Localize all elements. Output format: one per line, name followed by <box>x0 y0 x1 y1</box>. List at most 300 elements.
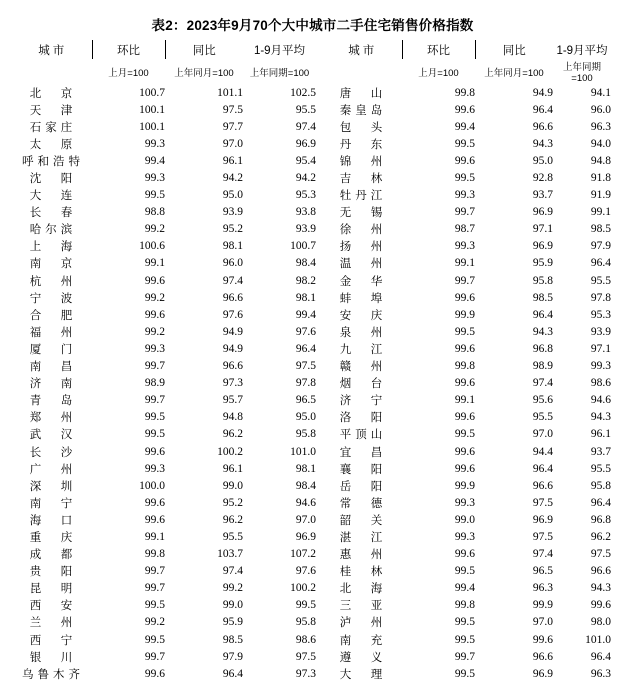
column-spacer <box>316 597 324 614</box>
column-spacer <box>316 187 324 204</box>
header-spacer <box>316 40 324 59</box>
city-name: 南 京 <box>29 258 77 271</box>
column-spacer <box>316 528 324 545</box>
column-spacer <box>316 255 324 272</box>
city-name: 扬 州 <box>339 241 387 254</box>
table-row <box>14 631 611 648</box>
value-avg: 96.9 <box>295 137 316 150</box>
value-avg: 96.8 <box>590 513 611 526</box>
header-hb-sub-right: 上月=100 <box>418 67 459 79</box>
value-avg: 98.4 <box>295 257 316 270</box>
table-row <box>14 187 611 204</box>
value-mom: 99.4 <box>144 154 165 167</box>
table-row <box>14 426 611 443</box>
value-mom: 99.5 <box>454 616 475 629</box>
column-spacer <box>316 152 324 169</box>
value-yoy: 95.9 <box>532 257 553 270</box>
value-yoy: 96.6 <box>532 120 553 133</box>
city-name: 平顶山 <box>339 429 387 442</box>
city-name: 兰 州 <box>29 617 77 630</box>
city-name: 贵 阳 <box>29 566 77 579</box>
value-mom: 98.9 <box>144 377 165 390</box>
header-row-secondary <box>14 59 611 84</box>
value-yoy: 97.4 <box>532 548 553 561</box>
column-spacer <box>316 614 324 631</box>
table-row <box>14 358 611 375</box>
value-yoy: 96.9 <box>532 513 553 526</box>
city-name: 无 锡 <box>339 207 387 220</box>
value-mom: 99.3 <box>144 137 165 150</box>
value-mom: 99.6 <box>144 513 165 526</box>
header-tb-sub-right: 上年同月=100 <box>484 67 544 79</box>
value-yoy: 96.6 <box>532 479 553 492</box>
value-avg: 93.9 <box>590 325 611 338</box>
city-name: 秦皇岛 <box>339 104 387 117</box>
value-avg: 96.6 <box>590 565 611 578</box>
value-yoy: 95.6 <box>532 394 553 407</box>
city-name: 烟 台 <box>339 378 387 391</box>
value-mom: 99.5 <box>454 325 475 338</box>
value-avg: 93.7 <box>590 445 611 458</box>
value-yoy: 94.2 <box>222 172 243 185</box>
value-yoy: 96.3 <box>532 582 553 595</box>
value-mom: 99.3 <box>454 530 475 543</box>
value-yoy: 97.7 <box>222 120 243 133</box>
city-name: 包 头 <box>339 121 387 134</box>
value-avg: 93.9 <box>295 223 316 236</box>
column-spacer <box>316 323 324 340</box>
value-yoy: 99.2 <box>222 582 243 595</box>
value-yoy: 95.7 <box>222 394 243 407</box>
city-name: 成 都 <box>29 549 77 562</box>
city-name: 合 肥 <box>29 309 77 322</box>
value-mom: 99.6 <box>454 342 475 355</box>
value-yoy: 97.5 <box>532 496 553 509</box>
city-name: 唐 山 <box>339 87 387 100</box>
city-name: 天 津 <box>29 104 77 117</box>
value-yoy: 94.3 <box>532 137 553 150</box>
header-avg-right: 1-9月平均 <box>556 44 608 57</box>
value-avg: 95.5 <box>590 462 611 475</box>
column-spacer <box>316 580 324 597</box>
value-yoy: 97.0 <box>532 428 553 441</box>
table-row <box>14 614 611 631</box>
table-row <box>14 221 611 238</box>
value-yoy: 95.9 <box>222 616 243 629</box>
value-mom: 99.5 <box>454 428 475 441</box>
value-mom: 99.6 <box>454 445 475 458</box>
value-avg: 95.5 <box>590 274 611 287</box>
value-avg: 91.8 <box>590 172 611 185</box>
city-name: 西 安 <box>29 600 77 613</box>
value-mom: 99.3 <box>454 240 475 253</box>
value-avg: 96.4 <box>590 257 611 270</box>
city-name: 郑 州 <box>29 412 77 425</box>
table-row <box>14 648 611 665</box>
header-avg-sub-left: 上年同期=100 <box>249 67 310 79</box>
column-spacer <box>316 169 324 186</box>
column-spacer <box>316 118 324 135</box>
value-avg: 97.6 <box>295 565 316 578</box>
value-yoy: 95.5 <box>222 530 243 543</box>
value-avg: 96.2 <box>590 530 611 543</box>
city-name: 吉 林 <box>339 173 387 186</box>
value-mom: 99.7 <box>454 274 475 287</box>
table-row <box>14 255 611 272</box>
table-row <box>14 169 611 186</box>
value-yoy: 101.1 <box>217 86 243 99</box>
value-mom: 99.7 <box>144 565 165 578</box>
value-mom: 98.8 <box>144 206 165 219</box>
value-yoy: 92.8 <box>532 172 553 185</box>
value-mom: 99.8 <box>144 548 165 561</box>
value-mom: 99.7 <box>144 650 165 663</box>
column-spacer <box>316 289 324 306</box>
table-row <box>14 272 611 289</box>
page-title: 表2：2023年9月70个大中城市二手住宅销售价格指数 <box>151 18 474 33</box>
header-avg-left: 1-9月平均 <box>253 44 306 57</box>
city-name: 昆 明 <box>29 583 77 596</box>
value-yoy: 94.3 <box>532 325 553 338</box>
header-city-right: 城市 <box>348 44 378 57</box>
table-row <box>14 323 611 340</box>
value-yoy: 94.9 <box>222 342 243 355</box>
column-spacer <box>316 563 324 580</box>
value-avg: 107.2 <box>290 548 316 561</box>
column-spacer <box>316 426 324 443</box>
city-name: 乌鲁木齐 <box>22 668 84 681</box>
city-name: 呼和浩特 <box>22 155 84 168</box>
value-yoy: 96.4 <box>532 308 553 321</box>
value-avg: 98.2 <box>295 274 316 287</box>
value-yoy: 97.5 <box>532 530 553 543</box>
value-avg: 99.6 <box>590 599 611 612</box>
value-avg: 102.5 <box>290 86 316 99</box>
value-avg: 94.2 <box>295 172 316 185</box>
city-name: 济 宁 <box>339 395 387 408</box>
value-yoy: 96.1 <box>222 154 243 167</box>
value-yoy: 93.9 <box>222 206 243 219</box>
city-name: 上 海 <box>29 241 77 254</box>
value-avg: 96.3 <box>590 120 611 133</box>
value-mom: 99.5 <box>454 667 475 680</box>
table-row <box>14 204 611 221</box>
column-spacer <box>316 409 324 426</box>
value-mom: 99.5 <box>144 189 165 202</box>
value-mom: 100.1 <box>139 120 165 133</box>
city-name: 西 宁 <box>29 634 77 647</box>
city-name: 武 汉 <box>29 429 77 442</box>
price-index-table <box>14 40 611 682</box>
value-mom: 99.6 <box>144 308 165 321</box>
column-spacer <box>316 238 324 255</box>
value-yoy: 95.0 <box>222 189 243 202</box>
value-yoy: 97.4 <box>222 565 243 578</box>
table-row <box>14 443 611 460</box>
value-mom: 99.6 <box>144 445 165 458</box>
value-avg: 95.8 <box>295 428 316 441</box>
value-yoy: 95.0 <box>532 154 553 167</box>
column-spacer <box>316 221 324 238</box>
value-mom: 99.7 <box>144 394 165 407</box>
value-mom: 99.8 <box>454 86 475 99</box>
city-name: 南 宁 <box>29 497 77 510</box>
value-avg: 95.4 <box>295 154 316 167</box>
value-mom: 99.3 <box>144 172 165 185</box>
city-name: 南 昌 <box>29 361 77 374</box>
table-row <box>14 84 611 101</box>
value-yoy: 96.6 <box>532 650 553 663</box>
value-yoy: 98.5 <box>222 633 243 646</box>
city-name: 宜 昌 <box>339 446 387 459</box>
value-avg: 95.0 <box>295 411 316 424</box>
value-mom: 99.5 <box>144 633 165 646</box>
column-spacer <box>316 494 324 511</box>
value-avg: 99.3 <box>590 360 611 373</box>
value-mom: 99.3 <box>144 462 165 475</box>
table-row <box>14 238 611 255</box>
city-name: 徐 州 <box>339 224 387 237</box>
city-name: 福 州 <box>29 326 77 339</box>
value-yoy: 99.9 <box>532 599 553 612</box>
table-row <box>14 528 611 545</box>
value-avg: 98.5 <box>590 223 611 236</box>
city-name: 牡丹江 <box>339 190 387 203</box>
value-mom: 99.1 <box>454 257 475 270</box>
value-mom: 99.5 <box>144 599 165 612</box>
table-row <box>14 597 611 614</box>
value-yoy: 96.8 <box>532 342 553 355</box>
value-avg: 96.5 <box>295 394 316 407</box>
city-name: 石家庄 <box>29 121 77 134</box>
city-name: 长 沙 <box>29 446 77 459</box>
column-spacer <box>316 340 324 357</box>
header-city-sub-right <box>324 59 402 84</box>
header-tb-right: 同比 <box>502 44 526 57</box>
value-mom: 99.7 <box>454 206 475 219</box>
value-avg: 95.3 <box>590 308 611 321</box>
value-yoy: 97.0 <box>532 616 553 629</box>
value-avg: 96.4 <box>590 496 611 509</box>
value-avg: 94.3 <box>590 411 611 424</box>
value-yoy: 96.4 <box>532 462 553 475</box>
table-row <box>14 460 611 477</box>
value-avg: 91.9 <box>590 189 611 202</box>
city-name: 大 连 <box>29 190 77 203</box>
table-row <box>14 152 611 169</box>
value-yoy: 96.2 <box>222 428 243 441</box>
city-name: 蚌 埠 <box>339 292 387 305</box>
table-row <box>14 665 611 682</box>
value-avg: 100.7 <box>290 240 316 253</box>
value-yoy: 98.1 <box>222 240 243 253</box>
value-avg: 94.6 <box>295 496 316 509</box>
header-row-primary <box>14 40 611 59</box>
value-avg: 95.8 <box>590 479 611 492</box>
city-name: 长 春 <box>29 207 77 220</box>
value-avg: 96.9 <box>295 530 316 543</box>
header-spacer-sub <box>316 59 324 84</box>
city-name: 海 口 <box>29 514 77 527</box>
value-mom: 98.7 <box>454 223 475 236</box>
header-tb-sub-left: 上年同月=100 <box>174 67 234 79</box>
value-yoy: 96.9 <box>532 240 553 253</box>
value-yoy: 96.6 <box>222 360 243 373</box>
value-yoy: 96.9 <box>532 667 553 680</box>
value-avg: 99.5 <box>295 599 316 612</box>
column-spacer <box>316 665 324 682</box>
value-mom: 99.2 <box>144 325 165 338</box>
city-name: 襄 阳 <box>339 463 387 476</box>
value-yoy: 95.2 <box>222 223 243 236</box>
value-mom: 99.6 <box>454 411 475 424</box>
city-name: 韶 关 <box>339 514 387 527</box>
value-avg: 98.6 <box>295 633 316 646</box>
value-avg: 97.0 <box>295 513 316 526</box>
value-avg: 97.4 <box>295 120 316 133</box>
value-yoy: 97.4 <box>532 377 553 390</box>
value-mom: 99.8 <box>454 360 475 373</box>
value-mom: 99.6 <box>454 154 475 167</box>
value-mom: 100.0 <box>139 479 165 492</box>
table-row <box>14 375 611 392</box>
value-mom: 99.0 <box>454 513 475 526</box>
city-name: 岳 阳 <box>339 480 387 493</box>
value-mom: 99.2 <box>144 223 165 236</box>
column-spacer <box>316 101 324 118</box>
value-mom: 99.7 <box>144 360 165 373</box>
value-avg: 95.3 <box>295 189 316 202</box>
value-avg: 94.8 <box>590 154 611 167</box>
city-name: 锦 州 <box>339 155 387 168</box>
city-name: 遵 义 <box>339 651 387 664</box>
value-avg: 100.2 <box>290 582 316 595</box>
value-avg: 94.6 <box>590 394 611 407</box>
city-name: 杭 州 <box>29 275 77 288</box>
table-row <box>14 118 611 135</box>
value-yoy: 94.9 <box>222 325 243 338</box>
value-yoy: 94.9 <box>532 86 553 99</box>
value-mom: 99.7 <box>454 650 475 663</box>
column-spacer <box>316 306 324 323</box>
header-city-sub-left <box>14 59 92 84</box>
city-name: 泸 州 <box>339 617 387 630</box>
value-mom: 99.5 <box>144 428 165 441</box>
value-mom: 99.6 <box>454 377 475 390</box>
value-mom: 99.2 <box>144 291 165 304</box>
value-avg: 99.4 <box>295 308 316 321</box>
city-name: 沈 阳 <box>29 173 77 186</box>
value-avg: 94.3 <box>590 582 611 595</box>
header-hb-sub-left: 上月=100 <box>108 67 149 79</box>
value-yoy: 95.5 <box>532 411 553 424</box>
value-mom: 99.8 <box>454 599 475 612</box>
city-name: 大 理 <box>339 668 387 681</box>
city-name: 南 充 <box>339 634 387 647</box>
header-tb-left: 同比 <box>192 44 216 57</box>
value-avg: 97.5 <box>295 360 316 373</box>
value-yoy: 96.6 <box>222 291 243 304</box>
column-spacer <box>316 135 324 152</box>
value-mom: 99.9 <box>454 479 475 492</box>
value-yoy: 96.2 <box>222 513 243 526</box>
value-yoy: 97.5 <box>222 103 243 116</box>
city-name: 厦 门 <box>29 343 77 356</box>
table-row <box>14 392 611 409</box>
table-row <box>14 409 611 426</box>
value-mom: 99.5 <box>454 565 475 578</box>
column-spacer <box>316 375 324 392</box>
header-city-left: 城市 <box>38 44 68 57</box>
value-mom: 99.5 <box>454 633 475 646</box>
value-avg: 98.6 <box>590 377 611 390</box>
table-row <box>14 511 611 528</box>
value-yoy: 97.6 <box>222 308 243 321</box>
column-spacer <box>316 443 324 460</box>
city-name: 北 海 <box>339 583 387 596</box>
value-mom: 99.6 <box>454 548 475 561</box>
value-yoy: 97.0 <box>222 137 243 150</box>
table-row <box>14 477 611 494</box>
value-avg: 93.8 <box>295 206 316 219</box>
column-spacer <box>316 511 324 528</box>
value-yoy: 94.8 <box>222 411 243 424</box>
table-body <box>14 84 611 682</box>
value-yoy: 94.4 <box>532 445 553 458</box>
city-name: 三 亚 <box>339 600 387 613</box>
city-name: 宁 波 <box>29 292 77 305</box>
value-yoy: 103.7 <box>217 548 243 561</box>
column-spacer <box>316 84 324 101</box>
city-name: 洛 阳 <box>339 412 387 425</box>
column-spacer <box>316 392 324 409</box>
table-row <box>14 494 611 511</box>
table-header <box>14 40 611 84</box>
value-mom: 99.4 <box>454 120 475 133</box>
city-name: 青 岛 <box>29 395 77 408</box>
city-name: 太 原 <box>29 138 77 151</box>
value-mom: 99.1 <box>144 257 165 270</box>
value-avg: 97.1 <box>590 342 611 355</box>
value-mom: 99.5 <box>454 137 475 150</box>
value-mom: 99.6 <box>144 667 165 680</box>
column-spacer <box>316 460 324 477</box>
value-mom: 99.7 <box>144 582 165 595</box>
city-name: 桂 林 <box>339 566 387 579</box>
city-name: 赣 州 <box>339 361 387 374</box>
city-name: 湛 江 <box>339 531 387 544</box>
value-mom: 100.6 <box>139 240 165 253</box>
table-row <box>14 289 611 306</box>
value-avg: 96.0 <box>590 103 611 116</box>
value-mom: 99.3 <box>454 496 475 509</box>
value-avg: 96.4 <box>590 650 611 663</box>
column-spacer <box>316 631 324 648</box>
value-yoy: 99.0 <box>222 599 243 612</box>
value-yoy: 96.4 <box>222 667 243 680</box>
value-avg: 101.0 <box>585 633 611 646</box>
value-mom: 99.6 <box>454 291 475 304</box>
table-row <box>14 306 611 323</box>
value-mom: 99.6 <box>454 103 475 116</box>
value-avg: 97.9 <box>590 240 611 253</box>
value-avg: 97.5 <box>590 548 611 561</box>
city-name: 哈尔滨 <box>29 224 77 237</box>
value-yoy: 96.5 <box>532 565 553 578</box>
value-yoy: 96.4 <box>532 103 553 116</box>
city-name: 广 州 <box>29 463 77 476</box>
value-mom: 99.4 <box>454 582 475 595</box>
